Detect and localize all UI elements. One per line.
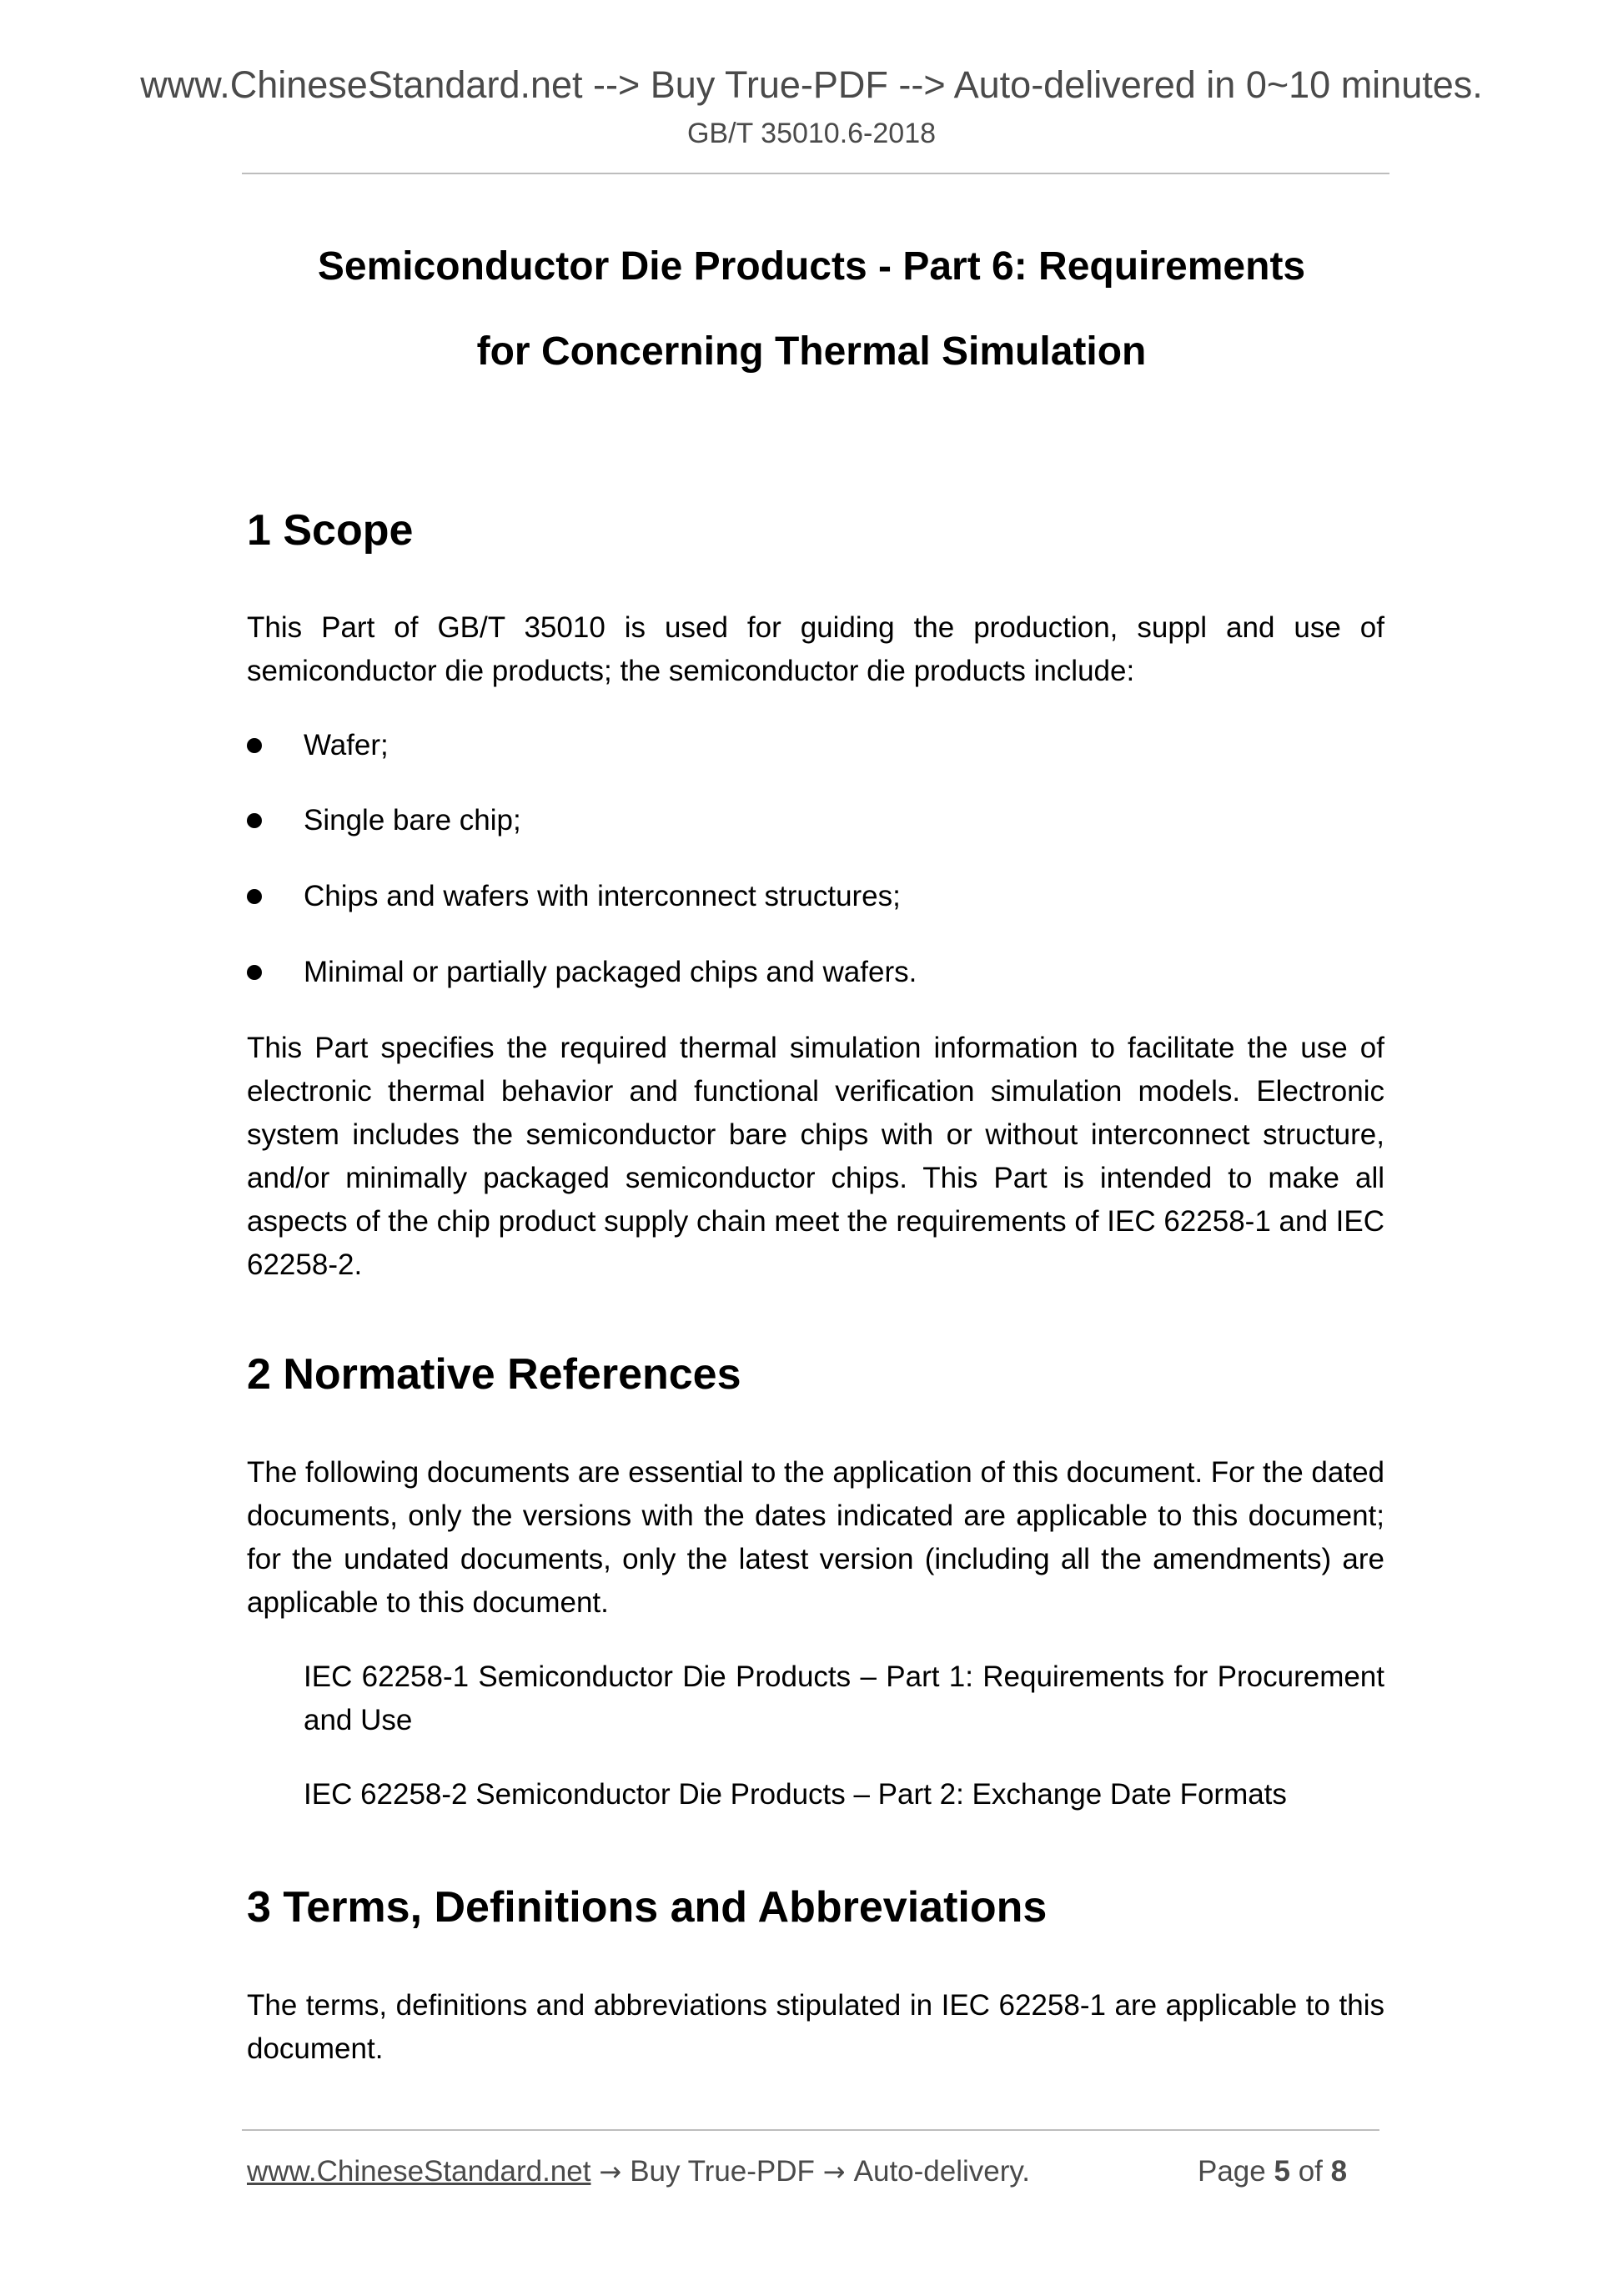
bullet-dot-icon (247, 965, 262, 980)
footer-buy-text: Buy True-PDF (630, 2155, 815, 2188)
arrow-right-icon: → (822, 2156, 854, 2188)
bullet-dot-icon (247, 813, 262, 828)
reference-item: IEC 62258-2 Semiconductor Die Products – Part 2: Exchange Date Formats (304, 1778, 1287, 1811)
page-indicator (1198, 2153, 1347, 2190)
page-current: 5 (1274, 2155, 1290, 2188)
scope-body-paragraph: This Part specifies the required thermal simulation information to facilitate the use of electronic thermal behavior and functional verification simulation models. Electronic system includes the semiconductor bare chips with or without interconnect structure, and/or minimally packaged semiconductor chips. This Part is intended to make all aspects of the chip product supply chain meet the requirements of IEC 62258-1 and IEC 62258-2. (247, 1032, 1384, 1281)
section-heading-normative-references: 2 Normative References (247, 1350, 741, 1399)
arrow-right-icon: → (599, 2156, 631, 2188)
footer-left (247, 2153, 1030, 2190)
bullet-dot-icon (247, 889, 262, 904)
page-total: 8 (1330, 2155, 1348, 2188)
bullet-dot-icon (247, 738, 262, 753)
page-of-label: of (1298, 2155, 1323, 2188)
footer-divider (242, 2129, 1379, 2131)
page-label: Page (1198, 2155, 1266, 2188)
bullet-text: Wafer; (304, 729, 389, 761)
header-standard-code: GB/T 35010.6-2018 (686, 118, 937, 149)
section-heading-scope: 1 Scope (247, 506, 414, 555)
reference-item: IEC 62258-1 Semiconductor Die Products – Part 1: Requirements for Procurement and Use (304, 1660, 1384, 1736)
section-heading-terms: 3 Terms, Definitions and Abbreviations (247, 1883, 1048, 1932)
footer-delivery-text: Auto-delivery. (853, 2155, 1031, 2188)
scope-intro-paragraph: This Part of GB/T 35010 is used for guiding the production, suppl and use of semiconductor die products; the semiconductor die products include: (247, 611, 1384, 687)
document-title-line2: for Concerning Thermal Simulation (476, 329, 1147, 374)
document-title-line1: Semiconductor Die Products - Part 6: Requirements (317, 244, 1306, 289)
bullet-text: Minimal or partially packaged chips and wafers. (304, 956, 917, 988)
header-divider (242, 173, 1389, 174)
bullet-text: Single bare chip; (304, 804, 521, 837)
header-banner: www.ChineseStandard.net --> Buy True-PDF --> Auto-delivered in 0~10 minutes. (140, 63, 1483, 106)
footer-site-link[interactable]: www.ChineseStandard.net (247, 2155, 591, 2188)
normative-intro-paragraph: The following documents are essential to the application of this document. For the dated documents, only the versions with the dates indicated are applicable to this document; for the undated documents, only the latest version (including all the amendments) are applicable to this document. (247, 1456, 1384, 1619)
bullet-text: Chips and wafers with interconnect structures; (304, 880, 901, 912)
terms-body-paragraph: The terms, definitions and abbreviations stipulated in IEC 62258-1 are applicable to this document. (247, 1989, 1384, 2065)
